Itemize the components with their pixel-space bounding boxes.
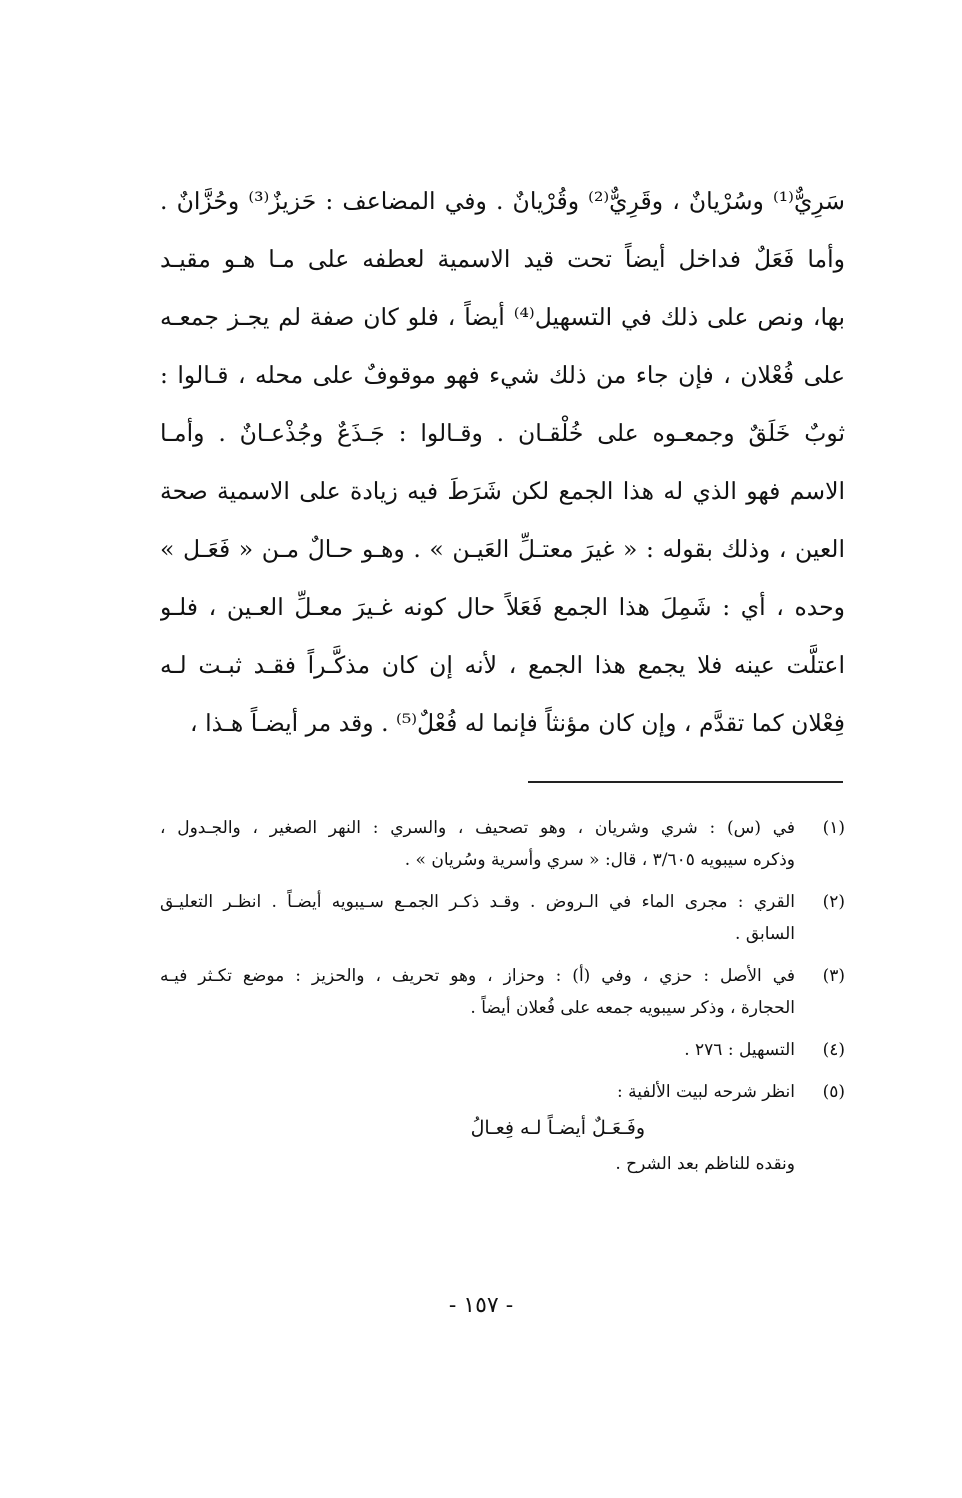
text-line: على فُعْلان ، فإن جاء من ذلك شيء فهو موقوفٌ على محله ، قـالوا : bbox=[160, 361, 845, 389]
footnote-line: في (س) : شري وشريان ، وهو تصحيف ، والسري : النهر الصغير ، والجـدول ، bbox=[160, 818, 795, 838]
footnote-number: (٣) bbox=[822, 966, 845, 986]
page-number: - ١٥٧ - bbox=[448, 1293, 514, 1318]
text-line: سَرِيٌّ⁽¹⁾ وسُرْيانٌ ، وقَرِيٌّ⁽²⁾ وقُرْيانٌ . وفي المضاعف : حَزيزٌ⁽³⁾ وحُزَّانٌ . bbox=[160, 187, 845, 215]
text-line: العين ، وذلك بقوله : « غيرَ معتـلِّ العَيـن » . وهـو حـالٌ مـن « فَعَـل » bbox=[160, 535, 845, 563]
text-line: فِعْلان كما تقدَّم ، وإن كان مؤنثاً فإنما له فُعْلٌ⁽⁵⁾ . وقد مر أيضـاً هـذا ، bbox=[190, 709, 845, 737]
verse-quote: وفَـعَـلٌ أيضـاً لـه فِعـالُ bbox=[470, 1117, 645, 1139]
text-line: ثوبٌ خَلَقٌ وجمعـوه على خُلْقـان . وقـالوا : جَـذَعٌ وجُذْعـانٌ . وأمـا bbox=[160, 419, 845, 447]
text-line: اعتلَّت عينه فلا يجمع هذا الجمع ، لأنه إن كان مذكَّـراً فقـد ثبـت لـه bbox=[160, 651, 845, 679]
text-line: وحده ، أي : شَمِلَ هذا الجمع فَعَلاً حال كونه غـيرَ معـلِّ العـين ، فلـو bbox=[160, 593, 845, 621]
footnote-number: (١) bbox=[822, 818, 845, 838]
footnote bbox=[160, 886, 845, 950]
footnote-line: وذكره سيبويه ٣/٦٠٥ ، قال: « سري وأسرية وسُريان » . bbox=[404, 850, 795, 870]
footnote bbox=[160, 1034, 845, 1066]
footnote-number: (٢) bbox=[822, 892, 845, 912]
footnote-line: الحجارة ، وذكر سيبويه جمعه على فُعلان أيضاً . bbox=[470, 998, 795, 1018]
footnote-line: ونقده للناظم بعد الشرح . bbox=[615, 1154, 795, 1174]
footnote-line: انظر شرحه لبيت الألفية : bbox=[617, 1082, 795, 1102]
footnote-line: القري : مجرى الماء في الـروض . وقـد ذكـر الجمـع سـيبويه أيضـاً . انظـر التعليـق bbox=[160, 892, 795, 912]
footnote-number: (٥) bbox=[822, 1082, 845, 1102]
text-line: الاسم فهو الذي له هذا الجمع لكن شَرَطَ فيه زيادة على الاسمية صحة bbox=[160, 477, 845, 505]
footnote-line: السابق . bbox=[735, 924, 795, 944]
text-line: وأما فَعَلٌ فداخل أيضاً تحت قيد الاسمية لعطفه على مـا هـو مقيـد bbox=[160, 245, 845, 273]
main-text bbox=[160, 172, 845, 752]
footnote-separator bbox=[528, 781, 843, 783]
footnote-line: التسهيل : ٢٧٦ . bbox=[684, 1040, 795, 1060]
footnote-number: (٤) bbox=[822, 1040, 845, 1060]
footnote bbox=[160, 812, 845, 876]
footnote bbox=[160, 1076, 845, 1180]
text-line: بها، ونص على ذلك في التسهيل⁽⁴⁾ أيضاً ، فلو كان صفة لم يجـز جمعـه bbox=[160, 303, 845, 331]
footnote-line: في الأصل : حزي ، وفي (أ) : وحزاز ، وهو تحريف ، والحزيز : موضع تكـثر فيـه bbox=[160, 966, 795, 986]
footnote bbox=[160, 960, 845, 1024]
footnotes bbox=[160, 812, 845, 1190]
